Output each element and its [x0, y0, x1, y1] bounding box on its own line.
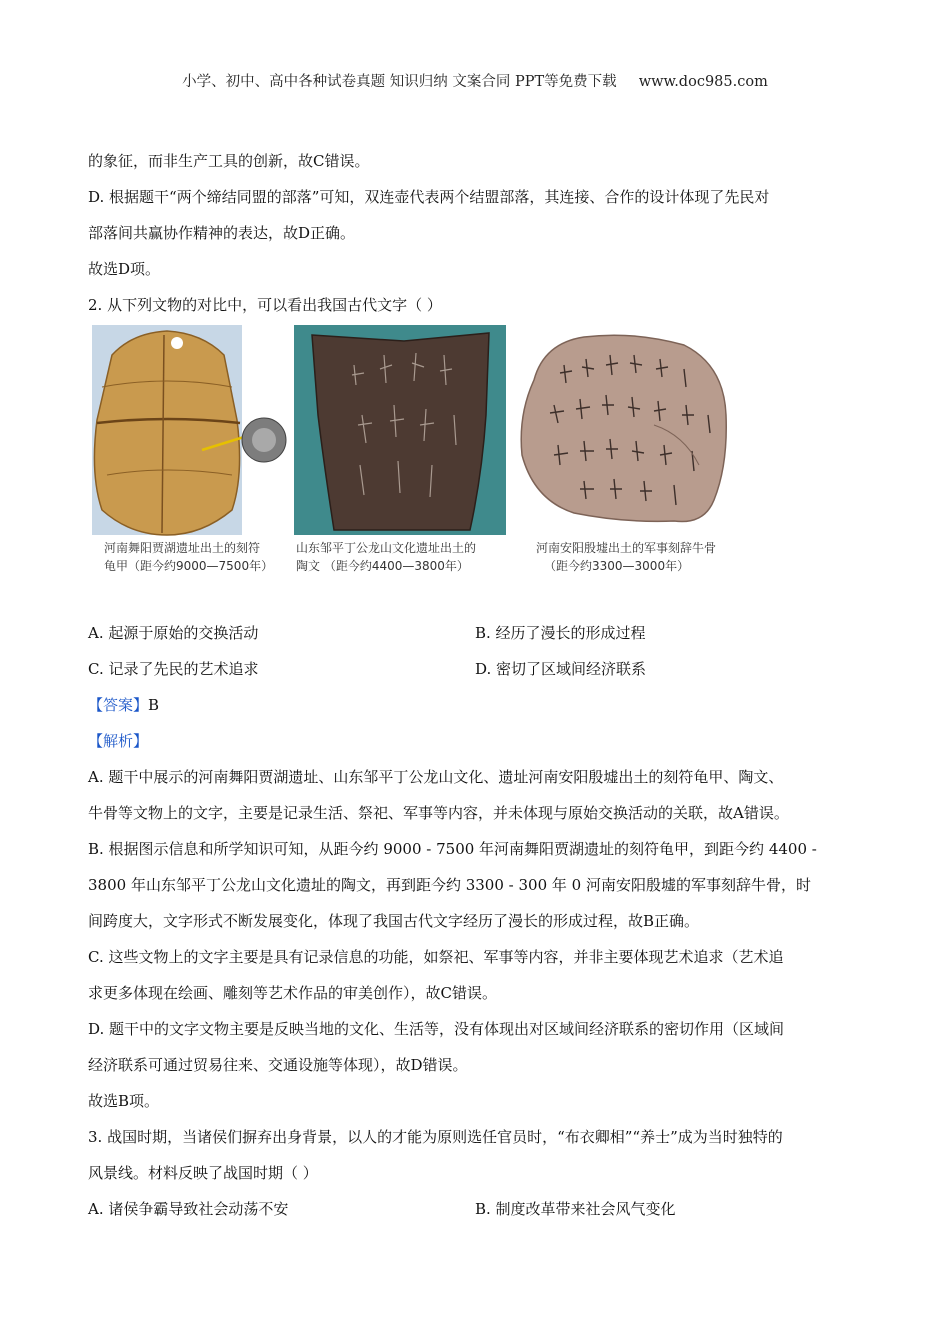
- prev-option-d-line-1: D. 根据题干“两个缔结同盟的部落”可知，双连壶代表两个结盟部落，其连接、合作的设计体现了先民对: [88, 188, 770, 206]
- figure-2-caption-line-1: 山东邹平丁公龙山文化遗址出土的: [296, 541, 477, 555]
- figure-1-caption-line-1: 河南舞阳贾湖遗址出土的刻符: [104, 541, 261, 555]
- question-3-stem-line-1: 3. 战国时期，当诸侯们摒弃出身背景，以人的才能为原则选任官员时，“布衣卿相”“养士”成为当时独特的: [88, 1128, 783, 1146]
- q2-answer: [88, 687, 878, 723]
- q2-options-row-2: [88, 651, 878, 687]
- prev-option-d-line-2: 部落间共赢协作精神的表达，故D正确。: [88, 224, 356, 242]
- question-3-stem-line-2: 风景线。材料反映了战国时期（ ）: [88, 1164, 318, 1182]
- page-header: [0, 70, 950, 91]
- prev-line-1: 的象征，而非生产工具的创新，故C错误。: [88, 152, 370, 170]
- figure-3-caption-line-2: （距今约3300—3000年）: [544, 559, 690, 573]
- figure-3-caption-line-1: 河南安阳殷墟出土的军事刻辞牛骨: [536, 541, 717, 555]
- prev-conclusion: 故选D项。: [88, 260, 161, 278]
- pottery-shard-image: [294, 325, 506, 537]
- q3-option-a: A. 诸侯争霸导致社会动荡不安: [88, 1200, 289, 1218]
- figure-2-caption-line-2: 陶文 （距今约4400—3800年）: [296, 559, 469, 573]
- analysis-tag: 【解析】: [88, 732, 149, 750]
- answer-tag: 【答案】: [88, 696, 149, 714]
- turtle-shell-image: [92, 325, 292, 537]
- q2-analysis-heading: [88, 723, 878, 759]
- analysis-conclusion: 故选B项。: [88, 1092, 160, 1110]
- document-body: [88, 143, 878, 1227]
- analysis-d-line-1: D. 题干中的文字文物主要是反映当地的文化、生活等，没有体现出对区域间经济联系的密切作用（区域间: [88, 1020, 785, 1038]
- analysis-c-line-2: 求更多体现在绘画、雕刻等艺术作品的审美创作），故C错误。: [88, 984, 497, 1002]
- answer-value: B: [148, 696, 160, 714]
- q2-option-a: A. 起源于原始的交换活动: [88, 624, 259, 642]
- q2-option-d: D. 密切了区域间经济联系: [475, 660, 647, 678]
- analysis-b-line-1: B. 根据图示信息和所学知识可知，从距今约 9000 - 7500 年河南舞阳贾湖遗址的刻符龟甲，到距今约 4400 -: [88, 840, 817, 858]
- analysis-d-line-2: 经济联系可通过贸易往来、交通设施等体现），故D错误。: [88, 1056, 468, 1074]
- q3-option-b: B. 制度改革带来社会风气变化: [475, 1200, 676, 1218]
- oracle-bone-image: [514, 325, 734, 537]
- analysis-a-line-1: A. 题干中展示的河南舞阳贾湖遗址、山东邹平丁公龙山文化、遗址河南安阳殷墟出土的刻符龟甲、陶文、: [88, 768, 784, 786]
- question-2-stem: 2. 从下列文物的对比中，可以看出我国古代文字（ ）: [88, 296, 442, 314]
- analysis-b-line-2: 3800 年山东邹平丁公龙山文化遗址的陶文，再到距今约 3300 - 300 年 0 河南安阳殷墟的军事刻辞牛骨，时: [88, 876, 811, 894]
- q2-options-row-1: [88, 615, 878, 651]
- q3-options-row-1: [88, 1191, 878, 1227]
- artifact-figures: [88, 325, 878, 615]
- analysis-a-line-2: 牛骨等文物上的文字，主要是记录生活、祭祀、军事等内容，并未体现与原始交换活动的关联，故A错误。: [88, 804, 789, 822]
- analysis-c-line-1: C. 这些文物上的文字主要是具有记录信息的功能，如祭祀、军事等内容，并非主要体现艺术追求（艺术追: [88, 948, 784, 966]
- header-site-link[interactable]: www.doc985.com: [638, 74, 768, 90]
- figure-1-caption-line-2: 龟甲（距今约9000—7500年）: [104, 559, 274, 573]
- header-text: 小学、初中、高中各种试卷真题 知识归纳 文案合同 PPT等免费下载: [182, 74, 617, 90]
- analysis-b-line-3: 间跨度大，文字形式不断发展变化，体现了我国古代文字经历了漫长的形成过程，故B正确。: [88, 912, 700, 930]
- q2-option-b: B. 经历了漫长的形成过程: [475, 624, 646, 642]
- q2-option-c: C. 记录了先民的艺术追求: [88, 660, 259, 678]
